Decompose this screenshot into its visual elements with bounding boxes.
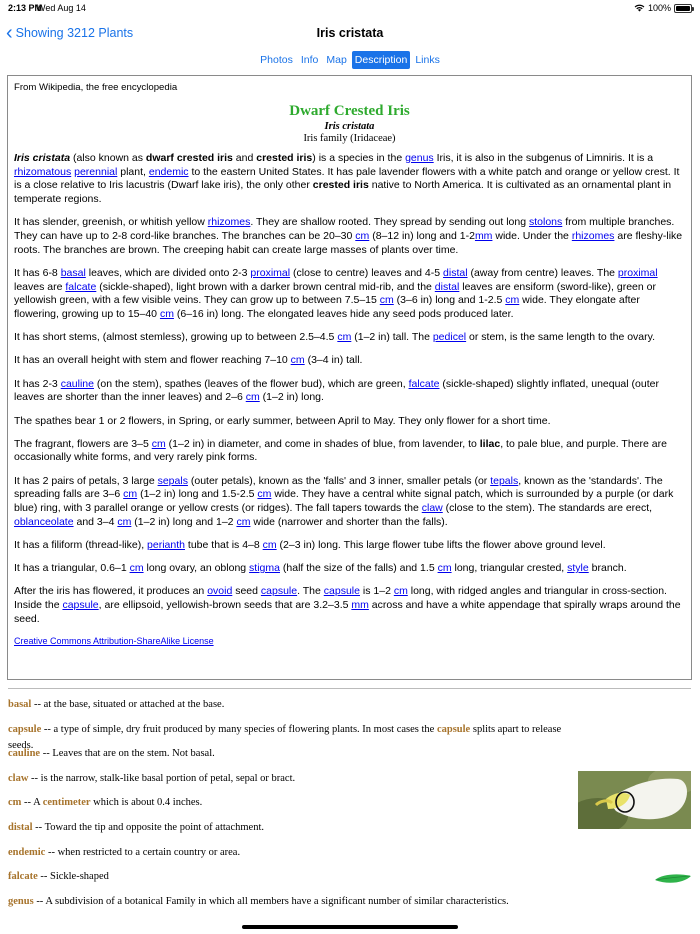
- tab-photos[interactable]: Photos: [260, 54, 293, 66]
- term-link-rhizomatous[interactable]: rhizomatous: [14, 165, 72, 178]
- glossary-item: [8, 894, 568, 919]
- text-run: (on the stem), spathes (leaves of the flower bud), which are green,: [93, 377, 409, 390]
- battery-tip: [692, 7, 694, 11]
- text-run: , known as the 'standards'. The spreading falls are 3–6: [14, 474, 663, 501]
- term-link-cm[interactable]: cm: [257, 488, 272, 501]
- text-run: -- Sickle-shaped: [37, 871, 109, 883]
- description-article[interactable]: [7, 75, 692, 680]
- text-run: is 1–2: [359, 585, 394, 598]
- text-run: After the iris has flowered, it produces an: [14, 585, 208, 598]
- text-run: long, with ridged angles and triangular in cross-section. Inside the: [14, 585, 667, 612]
- text-run: seed: [232, 585, 261, 598]
- term-link-cm[interactable]: cm: [129, 562, 144, 575]
- term-link-cm[interactable]: cm: [379, 294, 394, 307]
- article-paragraph: [14, 152, 685, 207]
- text-run: are fleshy-like roots. The branches are brown. The creeping habit can create large masses of plants over time.: [14, 230, 683, 256]
- glossary-term: endemic: [8, 846, 46, 858]
- claw-illustration-svg: [578, 771, 691, 829]
- battery-icon: [674, 4, 692, 13]
- text-run: wide (narrower and shorter than the falls).: [250, 515, 448, 528]
- text-run: , are ellipsoid, yellowish-brown seeds that are 3.2–3.5: [98, 599, 352, 612]
- glossary-term: basal: [8, 699, 32, 710]
- term-link-distal[interactable]: distal: [443, 266, 468, 279]
- term-link-capsule[interactable]: capsule: [323, 585, 360, 598]
- term-link-cm[interactable]: cm: [262, 538, 277, 551]
- text-run: native to North America. It is cultivated as an ornamental plant in temperate regions.: [14, 179, 672, 206]
- text-run: plant,: [117, 165, 149, 178]
- glossary-item: [8, 845, 568, 870]
- article-body: [14, 152, 685, 626]
- text-run: leaves, which are divided onto 2-3: [85, 266, 251, 279]
- text-run: It has an overall height with stem and flower reaching 7–10: [14, 354, 291, 367]
- text-run: (sickle-shaped) slightly inflated, unequal (outer leaves are shorter than the inner leaves) and 2–6: [14, 377, 659, 404]
- glossary-term: falcate: [8, 871, 38, 883]
- license-link[interactable]: Creative Commons Attribution-ShareAlike License: [14, 635, 214, 646]
- term-link-claw[interactable]: claw: [421, 502, 443, 515]
- glossary-item: [8, 869, 568, 894]
- text-run: (1–2 in) in diameter, and come in shades of blue, from lavender, to: [165, 437, 480, 450]
- text-run: tube that is 4–8: [185, 538, 263, 551]
- glossary-term: cm: [8, 797, 22, 809]
- text-run: It has slender, greenish, or whitish yellow: [14, 216, 208, 229]
- tab-description[interactable]: Description: [352, 51, 411, 69]
- text-run: long, triangular crested,: [451, 562, 568, 575]
- glossary-item: [8, 746, 568, 771]
- term-link-cm[interactable]: cm: [245, 391, 260, 404]
- term-link-stolons[interactable]: stolons: [529, 216, 563, 229]
- glossary-item: [8, 697, 568, 722]
- text-run: (outer petals), known as the 'falls' and 3 inner, smaller petals (or: [187, 474, 491, 487]
- text-run: -- A subdivision of a botanical Family in which all members have a significant number of similar characteristics.: [33, 895, 509, 907]
- text-run: (3–6 in) long and 1-2.5: [393, 294, 506, 307]
- term-link-rhizomes[interactable]: rhizomes: [207, 216, 251, 229]
- article-paragraph: [14, 267, 685, 322]
- text-run: across and have a white appendage that spirally wraps around the seed.: [14, 599, 681, 625]
- claw-illustration: [578, 771, 691, 829]
- glossary-term: cauline: [8, 748, 41, 760]
- text-run: (close to centre) leaves and 4-5: [290, 266, 444, 279]
- term-link-style[interactable]: style: [567, 562, 589, 575]
- status-time: 2:13 PM: [8, 3, 43, 13]
- leaf-icon-svg: [654, 872, 692, 886]
- text-run: -- at the base, situated or attached at the base.: [31, 699, 225, 710]
- article-paragraph: [14, 415, 685, 429]
- term-link-cm[interactable]: cm: [159, 308, 174, 321]
- wifi-icon: [634, 4, 645, 12]
- page-title: Iris cristata: [316, 26, 384, 40]
- text-run: branch.: [588, 562, 627, 575]
- article-paragraph: [14, 562, 685, 576]
- text-run: (sickle-shaped), light brown with a darker brown central mid-rib, and the: [96, 280, 435, 293]
- term-link-proximal[interactable]: proximal: [250, 266, 291, 279]
- term-link-tepals[interactable]: tepals: [490, 474, 519, 487]
- term-link-perennial[interactable]: perennial: [74, 165, 118, 178]
- term-link-cm[interactable]: cm: [123, 488, 138, 501]
- term-link-falcate[interactable]: falcate: [65, 280, 97, 293]
- text-run: , to pale blue, and purple. There are occasionally white forms, and very rarely pink forms.: [14, 437, 667, 464]
- term-link-cm[interactable]: cm: [437, 562, 452, 575]
- term-link-cm[interactable]: cm: [505, 294, 520, 307]
- glossary: [8, 697, 568, 918]
- term-link-perianth[interactable]: perianth: [147, 538, 185, 551]
- term-link-endemic[interactable]: endemic: [148, 165, 189, 178]
- term-link-mm[interactable]: mm: [351, 599, 369, 612]
- bold-text: crested iris: [256, 152, 313, 164]
- navigation-bar: [0, 18, 700, 50]
- glossary-item: [8, 722, 568, 751]
- text-run: splits apart to release seeds.: [8, 723, 562, 751]
- text-run: wide. They have a central white signal patch, which is surrounded by a purple (or dark blue) ring, with 3 parallel orange or yellow crests (or ridges). The fall tapers towards the: [14, 488, 674, 515]
- article-paragraph: [14, 585, 685, 626]
- term-link-capsule[interactable]: capsule: [62, 599, 99, 612]
- text-run: to the eastern United States. It has pale lavender flowers with a white patch and orange or yellow crest. It is a close relative to Iris lacustris (Dwarf lake iris), the only other: [14, 165, 680, 192]
- text-run: (1–2 in) long.: [259, 391, 324, 404]
- leaf-icon[interactable]: [654, 872, 692, 891]
- text-run: ) is a species in the: [312, 152, 406, 164]
- term-link-cm[interactable]: cm: [290, 354, 305, 367]
- text-run: The fragrant, flowers are 3–5: [14, 437, 152, 450]
- glossary-term: genus: [8, 895, 34, 907]
- source-line: From Wikipedia, the free encyclopedia: [14, 82, 178, 93]
- text-run: -- Leaves that are on the stem. Not basal.: [40, 748, 215, 760]
- text-run: It has short stems, (almost stemless), growing up to between 2.5–4.5: [14, 331, 338, 344]
- term-link-cm[interactable]: cm: [355, 230, 370, 243]
- term-link-basal[interactable]: basal: [60, 266, 86, 279]
- term-link-falcate[interactable]: falcate: [408, 377, 440, 390]
- text-run: The spathes bear 1 or 2 flowers, in Spring, or early summer, between April to May. They only flower for a short time.: [14, 414, 551, 427]
- text-run: (1–2 in) long and 1.5-2.5: [137, 488, 258, 501]
- term-link-rhizomes[interactable]: rhizomes: [571, 230, 615, 243]
- term-link-sepals[interactable]: sepals: [157, 474, 188, 487]
- common-name-heading: Dwarf Crested Iris: [289, 103, 410, 119]
- text-run: Iris, it is also in the subgenus of Limniris. It is a: [433, 152, 654, 164]
- text-run: It has 2-3: [14, 377, 61, 390]
- term-link-ovoid[interactable]: ovoid: [207, 585, 233, 598]
- term-link-cm[interactable]: cm: [151, 437, 166, 450]
- text-run: wide. They elongate after flowering, growing up to 15–40: [14, 294, 640, 321]
- term-link-capsule[interactable]: capsule: [260, 585, 298, 598]
- glossary-inline-term: centimeter: [42, 797, 91, 809]
- term-link-distal[interactable]: distal: [434, 280, 460, 293]
- text-run: It has 2 pairs of petals, 3 large: [14, 474, 158, 487]
- segment-tabs: [0, 51, 700, 69]
- article-paragraph: [14, 475, 685, 530]
- text-run: from multiple branches. They can have up to 2-8 cord-like branches. The branches can be 20–30: [14, 216, 675, 243]
- text-run: -- Toward the tip and opposite the point of attachment.: [32, 821, 264, 833]
- term-link-genus[interactable]: genus: [405, 152, 434, 164]
- article-paragraph: [14, 438, 685, 465]
- text-run: It has a triangular, 0.6–1: [14, 562, 130, 575]
- text-run: (8–12 in) long and 1-2: [369, 230, 475, 243]
- text-run: (2–3 in) long. This large flower tube lifts the flower above ground level.: [276, 538, 606, 551]
- status-right: [634, 3, 692, 13]
- text-run: -- is the narrow, stalk-like basal portion of petal, sepal or bract.: [28, 772, 296, 784]
- text-run: (3–4 in) tall.: [304, 354, 363, 367]
- term-link-cauline[interactable]: cauline: [60, 377, 94, 390]
- text-run: which is about 0.4 inches.: [90, 797, 203, 809]
- family-name: Iris family (Iridaceae): [303, 133, 396, 144]
- text-run: It has a filiform (thread-like),: [14, 538, 148, 551]
- glossary-term: capsule: [8, 723, 42, 735]
- scientific-name: Iris cristata: [324, 121, 375, 132]
- text-run: long ovary, an oblong: [143, 562, 250, 575]
- text-run: . They are shallow rooted. They spread by sending out long: [250, 216, 529, 229]
- divider: [8, 688, 691, 689]
- glossary-item: [8, 795, 568, 820]
- status-date: Wed Aug 14: [37, 3, 86, 13]
- text-run: -- a type of simple, dry fruit produced by many species of flowering plants. In most cases the: [41, 723, 437, 735]
- text-run: -- when restricted to a certain country or area.: [45, 846, 241, 858]
- glossary-item: [8, 771, 568, 796]
- tab-links[interactable]: Links: [415, 54, 440, 66]
- text-run: (half the size of the falls) and 1.5: [279, 562, 438, 575]
- glossary-term: distal: [8, 821, 33, 833]
- back-button[interactable]: [6, 24, 133, 42]
- chevron-left-icon: ‹: [6, 22, 13, 44]
- glossary-inline-term: capsule: [436, 723, 471, 735]
- article-paragraph: [14, 539, 685, 553]
- status-bar: [0, 0, 700, 18]
- tab-map[interactable]: Map: [326, 54, 347, 66]
- battery-percent: 100%: [647, 3, 671, 13]
- term-link-cm[interactable]: cm: [393, 585, 408, 598]
- term-link-stigma[interactable]: stigma: [249, 562, 280, 575]
- text-run: (close to the stem). The standards are erect,: [442, 502, 653, 515]
- term-link-cm[interactable]: cm: [117, 515, 132, 528]
- glossary-item: [8, 820, 568, 845]
- text-run: leaves are ensiform (sword-like), green or yellowish green, with a few visible veins. They can grow up to between 7.5–15: [14, 280, 656, 307]
- term-link-cm[interactable]: cm: [337, 331, 352, 344]
- text-run: -- A: [21, 797, 43, 809]
- bold-text: crested iris: [312, 179, 369, 192]
- article-paragraph: [14, 331, 685, 345]
- text-run: It has 6-8: [14, 266, 61, 279]
- article-paragraph: [14, 354, 685, 368]
- term-link-cm[interactable]: cm: [236, 515, 251, 528]
- text-run: (1–2 in) long and 1–2: [131, 515, 237, 528]
- term-link-pedicel[interactable]: pedicel: [432, 331, 467, 344]
- article-paragraph: [14, 378, 685, 405]
- species-name: Iris cristata: [14, 152, 71, 164]
- text-run: (6–16 in) long. The elongated leaves hide any seed pods produced later.: [173, 308, 514, 321]
- text-run: (1–2 in) tall. The: [351, 331, 433, 344]
- article-paragraph: [14, 216, 685, 257]
- term-link-oblanceolate[interactable]: oblanceolate: [14, 515, 74, 528]
- text-run: (away from centre) leaves. The: [467, 266, 618, 279]
- text-run: . The: [297, 585, 324, 598]
- term-link-proximal[interactable]: proximal: [617, 266, 658, 279]
- tab-info[interactable]: Info: [300, 54, 319, 66]
- glossary-term: claw: [8, 772, 29, 784]
- text-run: or stem, is the same length to the ovary.: [466, 331, 656, 344]
- bold-text: lilac: [479, 437, 501, 450]
- battery-fill: [676, 6, 690, 11]
- text-run: and: [232, 152, 257, 164]
- text-run: wide. Under the: [492, 230, 572, 243]
- text-run: and 3–4: [73, 515, 118, 528]
- text-run: (also known as: [70, 152, 146, 164]
- term-link-mm[interactable]: mm: [474, 230, 493, 243]
- back-button-label: Showing 3212 Plants: [15, 26, 134, 40]
- bold-text: dwarf crested iris: [145, 152, 233, 164]
- home-indicator: [242, 925, 458, 929]
- text-run: leaves are: [14, 280, 66, 293]
